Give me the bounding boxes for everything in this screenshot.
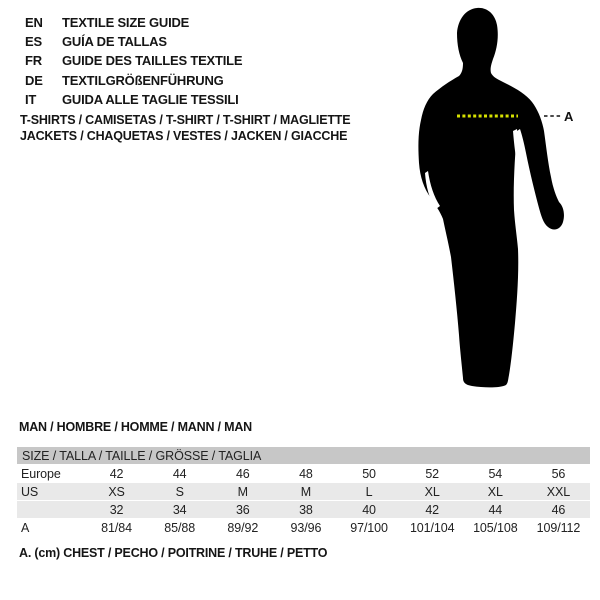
language-label: TEXTILGRÖßENFÜHRUNG — [62, 72, 224, 88]
table-cell: 81/84 — [85, 519, 148, 537]
language-label: GUIDE DES TAILLES TEXTILE — [62, 53, 243, 69]
list-item — [25, 71, 242, 90]
table-row-chest-cm — [17, 519, 590, 537]
table-cell: 38 — [274, 501, 337, 519]
man-silhouette-svg — [415, 5, 580, 395]
list-item — [25, 32, 242, 51]
language-label: GUIDA ALLE TAGLIE TESSILI — [62, 91, 239, 107]
table-row-us — [17, 483, 590, 501]
table-row-numeric — [17, 501, 590, 519]
table-cell: S — [148, 483, 211, 501]
table-cell: XXL — [527, 483, 590, 501]
table-cell: 56 — [527, 465, 590, 483]
table-row-europe — [17, 465, 590, 483]
table-cell: M — [274, 483, 337, 501]
row-label: Europe — [17, 465, 85, 483]
table-cell: 36 — [211, 501, 274, 519]
table-cell: 85/88 — [148, 519, 211, 537]
language-label: GUÍA DE TALLAS — [62, 34, 167, 50]
table-cell: 42 — [85, 465, 148, 483]
table-cell: 48 — [274, 465, 337, 483]
table-cell: 97/100 — [338, 519, 401, 537]
category-line-jackets: JACKETS / CHAQUETAS / VESTES / JACKEN / GIACCHE — [20, 129, 348, 143]
size-table — [17, 447, 590, 536]
list-item — [25, 51, 242, 70]
table-cell: 54 — [464, 465, 527, 483]
silhouette-body — [418, 8, 564, 387]
man-silhouette-figure — [415, 5, 580, 395]
measure-label-a: A — [564, 109, 574, 124]
table-cell: 34 — [148, 501, 211, 519]
table-cell: L — [338, 483, 401, 501]
table-cell: 93/96 — [274, 519, 337, 537]
size-table-header: SIZE / TALLA / TAILLE / GRÖSSE / TAGLIA — [17, 447, 590, 465]
table-cell: 42 — [401, 501, 464, 519]
table-cell: XL — [401, 483, 464, 501]
language-code: ES — [25, 34, 42, 50]
table-cell: 44 — [464, 501, 527, 519]
table-cell: 46 — [211, 465, 274, 483]
table-cell: M — [211, 483, 274, 501]
section-title-man: MAN / HOMBRE / HOMME / MANN / MAN — [19, 420, 252, 434]
table-cell: 89/92 — [211, 519, 274, 537]
category-line-tshirts: T-SHIRTS / CAMISETAS / T-SHIRT / T-SHIRT / MAGLIETTE — [20, 113, 351, 127]
table-cell: XL — [464, 483, 527, 501]
list-item — [25, 90, 242, 109]
language-code: DE — [25, 72, 43, 88]
language-code: EN — [25, 15, 43, 30]
table-header-row — [17, 447, 590, 465]
table-cell: 44 — [148, 465, 211, 483]
table-cell: 46 — [527, 501, 590, 519]
garment-categories — [20, 112, 350, 144]
table-cell: 109/112 — [527, 519, 590, 537]
row-label — [17, 501, 85, 519]
table-cell: 105/108 — [464, 519, 527, 537]
table-cell: 52 — [401, 465, 464, 483]
table-cell: 50 — [338, 465, 401, 483]
table-cell: 32 — [85, 501, 148, 519]
list-item — [25, 13, 242, 32]
language-label: TEXTILE SIZE GUIDE — [62, 15, 190, 30]
row-label: US — [17, 483, 85, 501]
language-code: IT — [25, 91, 37, 107]
table-cell: 40 — [338, 501, 401, 519]
table-cell: 101/104 — [401, 519, 464, 537]
table-cell: XS — [85, 483, 148, 501]
language-list — [25, 13, 242, 109]
measurement-footnote: A. (cm) CHEST / PECHO / POITRINE / TRUHE / PETTO — [19, 546, 328, 560]
row-label: A — [17, 519, 85, 537]
language-code: FR — [25, 53, 42, 69]
